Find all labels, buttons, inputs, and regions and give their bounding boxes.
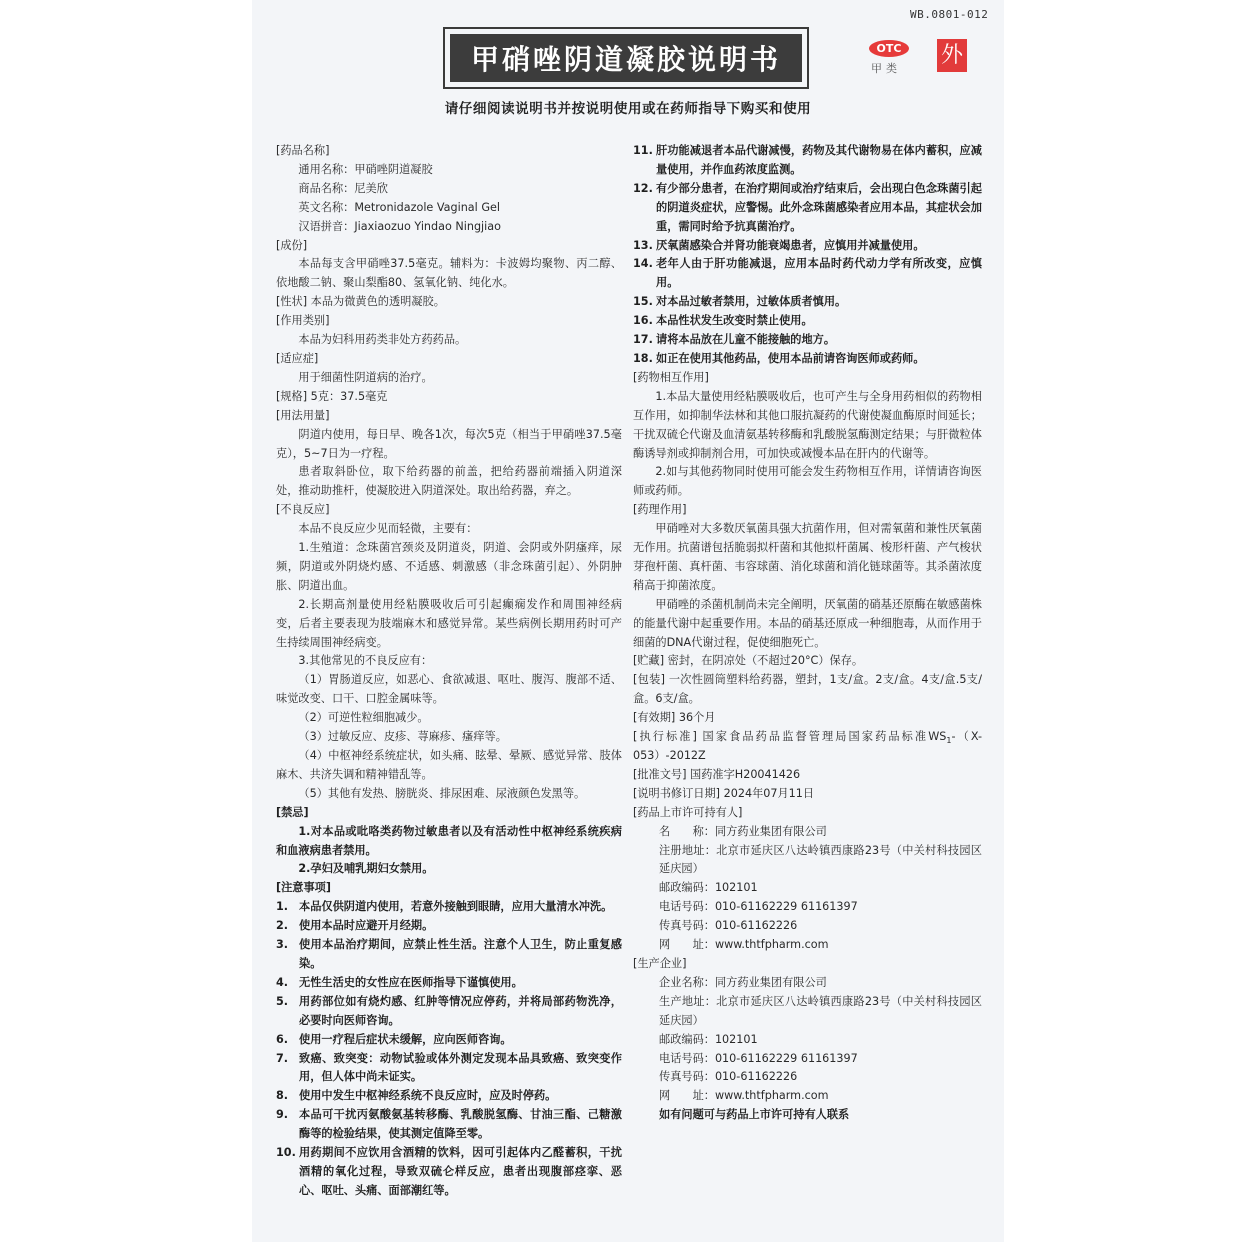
otc-badge: OTC	[869, 40, 909, 57]
numbered-item	[633, 142, 982, 180]
field-line: 英文名称：Metronidazole Vaginal Gel	[298, 200, 500, 214]
section-heading: [禁忌]	[276, 805, 309, 819]
item-text: 无性生活史的女性应在医师指导下谨慎使用。	[299, 975, 523, 989]
item-text: 如正在使用其他药品，使用本品前请咨询医师或药师。	[656, 351, 925, 365]
item-number: 7.	[276, 1051, 289, 1065]
item-text: 请将本品放在儿童不能接触的地方。	[656, 333, 836, 347]
item-text: 有少部分患者，在治疗期间或治疗结束后，会出现白色念珠菌引起的阴道炎症状，应警惕。此外念珠菌感染者应用本品，其症状会加重，需同时给予抗真菌治疗。	[656, 181, 982, 233]
item-text: 用药部位如有烧灼感、红肿等情况应停药，并将局部药物洗净，必要时向医师咨询。	[299, 994, 622, 1027]
paragraph: 本品不良反应少见而轻微，主要有：	[298, 522, 478, 536]
left-column	[276, 142, 622, 1201]
numbered-item	[633, 255, 982, 293]
section-heading: [不良反应]	[276, 503, 330, 517]
numbered-item	[633, 293, 982, 312]
item-number: 4.	[276, 975, 289, 989]
numbered-item	[276, 1144, 622, 1201]
paragraph: 1.本品大量使用经粘膜吸收后，也可产生与全身用药相似的药物相互作用，如抑制华法林和其他口服抗凝药的代谢使凝血酶原时间延长；干扰双硫仑代谢及血清氨基转移酶和乳酸脱氢酶测定结果；与肝微粒体酶诱导剂或抑制剂合用，可加快或减慢本品在肝内的代谢等。	[633, 389, 982, 460]
paragraph: 甲硝唑对大多数厌氧菌具强大抗菌作用，但对需氧菌和兼性厌氧菌无作用。抗菌谱包括脆弱拟杆菌和其他拟杆菌属、梭形杆菌、产气梭状芽孢杆菌、真杆菌、韦容球菌、消化球菌和消化链球菌等。其杀菌浓度稍高于抑菌浓度。	[633, 522, 982, 592]
page-title: 甲硝唑阴道凝胶说明书	[450, 34, 802, 82]
item-number: 6.	[276, 1032, 289, 1046]
section-heading: [批准文号] 国药准字H20041426	[633, 767, 801, 781]
otc-category-label: 甲类	[871, 62, 901, 75]
numbered-item	[633, 312, 982, 331]
paragraph: 甲硝唑的杀菌机制尚未完全阐明，厌氧菌的硝基还原酶在敏感菌株的能量代谢中起重要作用。本品的硝基还原成一种细胞毒，从而作用于细菌的DNA代谢过程，促使细胞死亡。	[633, 597, 982, 649]
paragraph: 本品为妇科用药类非处方药药品。	[298, 333, 467, 347]
paragraph: （4）中枢神经系统症状，如头痛、眩晕、晕厥、感觉异常、肢体麻木、共济失调和精神错乱等。	[276, 749, 622, 781]
item-text: 本品性状发生改变时禁止使用。	[656, 314, 813, 328]
item-text: 使用一疗程后症状未缓解，应向医师咨询。	[299, 1032, 512, 1046]
section-heading: [作用类别]	[276, 314, 330, 328]
section-heading: [包装] 一次性圆筒塑料给药器，塑封，1支/盒。2支/盒。4支/盒.5支/盒。6支/盒。	[633, 673, 982, 706]
standard-code: -（X-053）-2012Z	[633, 730, 982, 762]
numbered-item	[633, 180, 982, 237]
paragraph: 3.其他常见的不良反应有：	[298, 654, 433, 668]
numbered-item	[633, 331, 982, 350]
paragraph: （2）可逆性粒细胞减少。	[298, 711, 429, 725]
item-number: 5.	[276, 994, 289, 1008]
item-number: 12.	[633, 181, 653, 195]
field-line: 企业名称：同方药业集团有限公司	[659, 975, 827, 989]
field-line: 商品名称：尼美欣	[298, 181, 388, 195]
field-line: 电话号码：010-61162229 61161397	[659, 1051, 858, 1065]
paragraph: （3）过敏反应、皮疹、荨麻疹、瘙痒等。	[298, 730, 507, 744]
item-text: 使用中发生中枢神经系统不良反应时，应及时停药。	[299, 1089, 557, 1103]
contact-note: 如有问题可与药品上市许可持有人联系	[659, 1108, 850, 1122]
paragraph: 用于细菌性阴道病的治疗。	[298, 370, 433, 384]
item-text: 用药期间不应饮用含酒精的饮料，因可引起体内乙醛蓄积，干扰酒精的氧化过程，导致双硫仑样反应，患者出现腹部痉挛、恶心、呕吐、头痛、面部潮红等。	[299, 1146, 622, 1197]
numbered-item	[276, 898, 622, 917]
field-line: 注册地址：北京市延庆区八达岭镇西康路23号（中关村科技园区延庆园）	[659, 843, 982, 876]
item-number: 15.	[633, 295, 653, 309]
item-text: 使用本品时应避开月经期。	[299, 919, 434, 933]
numbered-item	[276, 917, 622, 936]
paragraph: 2.孕妇及哺乳期妇女禁用。	[298, 862, 434, 876]
field-line: 汉语拼音：Jiaxiaozuo Yindao Ningjiao	[298, 219, 501, 233]
section-heading: [成份]	[276, 238, 308, 252]
item-number: 16.	[633, 314, 653, 328]
item-number: 10.	[276, 1146, 296, 1160]
numbered-item	[276, 993, 622, 1031]
document-code: WB.0801-012	[910, 8, 989, 21]
paragraph: 患者取斜卧位，取下给药器的前盖，把给药器前端插入阴道深处，推动助推杆，使凝胶进入阴道深处。取出给药器，弃之。	[276, 465, 622, 498]
paragraph: 本品每支含甲硝唑37.5毫克。辅料为：卡波姆均聚物、丙二醇、依地酸二钠、聚山梨酯80、氢氧化钠、纯化水。	[276, 257, 622, 290]
item-text: 肝功能减退者本品代谢减慢，药物及其代谢物易在体内蓄积，应减量使用，并作血药浓度监测。	[656, 144, 982, 176]
section-heading: [药理作用]	[633, 503, 687, 517]
item-text: 致癌、致突变：动物试验或体外测定发现本品具致癌、致突变作用，但人体中尚未证实。	[299, 1051, 622, 1084]
numbered-item	[633, 350, 982, 369]
field-line: 网 址：www.thtfpharm.com	[659, 938, 829, 952]
item-number: 14.	[633, 257, 653, 271]
item-number: 8.	[276, 1089, 289, 1103]
field-line: 邮政编码：102101	[659, 1032, 758, 1046]
numbered-item	[276, 1087, 622, 1106]
item-number: 11.	[633, 144, 653, 157]
item-number: 17.	[633, 333, 653, 347]
numbered-item	[276, 1031, 622, 1050]
numbered-item	[276, 936, 622, 974]
field-line: 邮政编码：102101	[659, 881, 758, 895]
numbered-item	[276, 1106, 622, 1144]
external-use-badge: 外	[937, 39, 967, 72]
field-line: 生产地址：北京市延庆区八达岭镇西康路23号（中关村科技园区延庆园）	[659, 994, 982, 1027]
item-text: 本品仅供阴道内使用，若意外接触到眼睛，应用大量清水冲洗。	[299, 900, 613, 914]
field-line: 传真号码：010-61162226	[659, 1070, 798, 1084]
section-heading: [药物相互作用]	[633, 370, 709, 384]
standard-text: [执行标准] 国家食品药品监督管理局国家药品标准WS	[633, 730, 947, 744]
paragraph: 阴道内使用，每日早、晚各1次，每次5克（相当于甲硝唑37.5毫克），5~7日为一疗程。	[276, 427, 622, 460]
item-number: 1.	[276, 900, 289, 914]
section-heading: [规格] 5克：37.5毫克	[276, 389, 388, 403]
section-heading: [药品上市许可持有人]	[633, 805, 743, 819]
numbered-item	[276, 974, 622, 993]
paragraph: 1.生殖道：念珠菌宫颈炎及阴道炎，阴道、会阴或外阴瘙痒，尿频，阴道或外阴烧灼感、不适感、刺激感（非念珠菌引起）、外阴肿胀、阴道出血。	[276, 541, 622, 592]
field-line: 传真号码：010-61162226	[659, 919, 798, 933]
section-heading: [适应症]	[276, 351, 319, 365]
section-heading: [贮藏] 密封，在阴凉处（不超过20°C）保存。	[633, 654, 864, 668]
paragraph: 2.长期高剂量使用经粘膜吸收后可引起癫痫发作和周围神经病变，后者主要表现为肢端麻木和感觉异常。某些病例长期用药时可产生持续周围神经病变。	[276, 597, 622, 649]
right-column	[633, 142, 982, 1125]
paragraph: （1）胃肠道反应，如恶心、食欲减退、呕吐、腹泻、腹部不适、味觉改变、口干、口腔金属味等。	[276, 673, 622, 706]
section-heading: [说明书修订日期] 2024年07月11日	[633, 786, 815, 800]
item-number: 13.	[633, 238, 653, 252]
field-line: 名 称：同方药业集团有限公司	[659, 824, 827, 838]
section-heading: [性状] 本品为微黄色的透明凝胶。	[276, 295, 445, 309]
title-frame	[443, 27, 809, 89]
section-heading: [药品名称]	[276, 144, 330, 157]
field-line: 电话号码：010-61162229 61161397	[659, 900, 858, 914]
standard-subscript: 1	[946, 736, 952, 746]
paragraph: （5）其他有发热、膀胱炎、排尿困难、尿液颜色发黑等。	[298, 786, 586, 800]
numbered-item	[633, 237, 982, 256]
numbered-item	[276, 1050, 622, 1088]
section-heading: [用法用量]	[276, 408, 330, 422]
item-text: 厌氧菌感染合并肾功能衰竭患者，应慎用并减量使用。	[656, 238, 925, 252]
standard-line	[633, 728, 982, 766]
field-line: 网 址：www.thtfpharm.com	[659, 1089, 829, 1103]
section-heading: [生产企业]	[633, 956, 687, 970]
item-text: 使用本品治疗期间，应禁止性生活。注意个人卫生，防止重复感染。	[299, 938, 622, 970]
paragraph: 2.如与其他药物同时使用可能会发生药物相互作用，详情请咨询医师或药师。	[633, 465, 982, 498]
section-heading: [有效期] 36个月	[633, 711, 716, 725]
section-heading: [注意事项]	[276, 881, 331, 895]
item-number: 18.	[633, 351, 653, 365]
usage-notice: 请仔细阅读说明书并按说明使用或在药师指导下购买和使用	[444, 101, 812, 117]
item-number: 9.	[276, 1108, 289, 1122]
item-number: 3.	[276, 938, 289, 952]
item-number: 2.	[276, 919, 289, 933]
field-line: 通用名称：甲硝唑阴道凝胶	[298, 162, 433, 176]
item-text: 老年人由于肝功能减退，应用本品时药代动力学有所改变，应慎用。	[656, 257, 982, 290]
item-text: 本品可干扰丙氨酸氨基转移酶、乳酸脱氢酶、甘油三酯、己糖激酶等的检验结果，使其测定值降至零。	[299, 1108, 622, 1141]
item-text: 对本品过敏者禁用，过敏体质者慎用。	[656, 295, 847, 309]
paragraph: 1.对本品或吡咯类药物过敏患者以及有活动性中枢神经系统疾病和血液病患者禁用。	[276, 824, 622, 857]
